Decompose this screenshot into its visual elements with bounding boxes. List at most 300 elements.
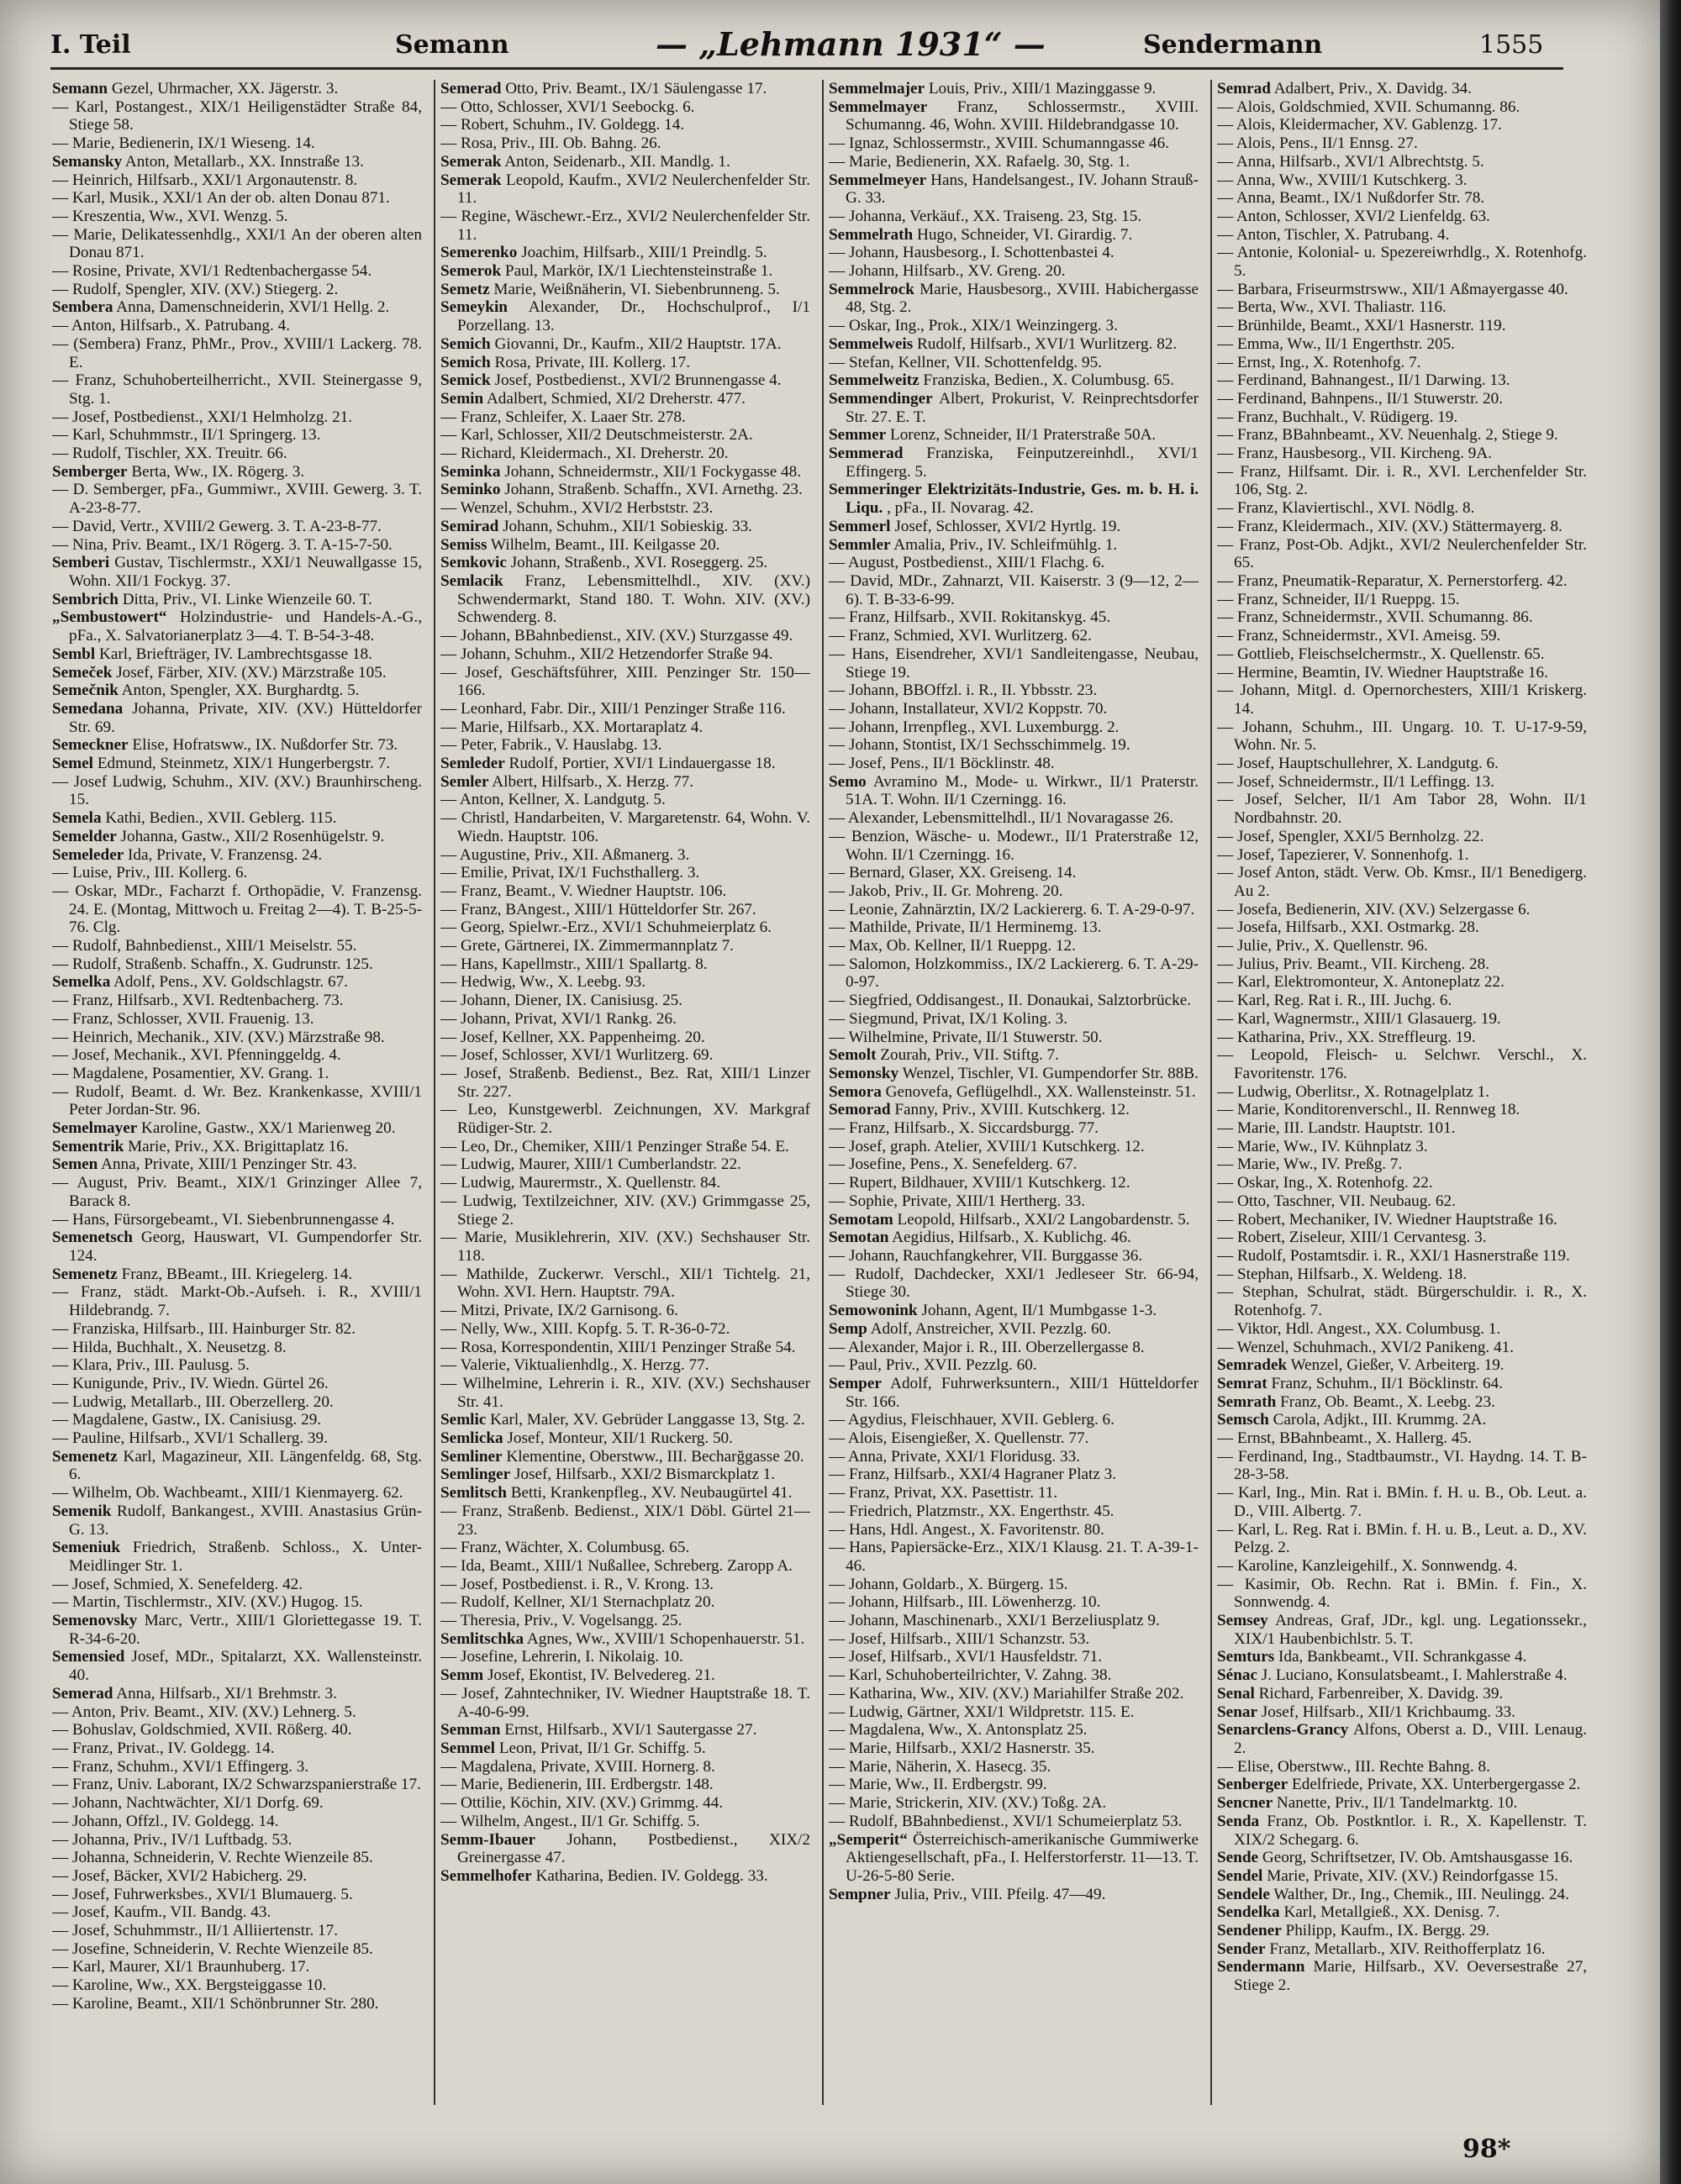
directory-entry (440, 134, 810, 153)
directory-entry (52, 371, 422, 408)
entry-surname: Semedana (52, 699, 124, 718)
header-part: I. Teil (50, 30, 131, 60)
entry-surname: Semmerad (829, 445, 904, 463)
entry-surname: Semmler (829, 535, 891, 554)
directory-entry (52, 463, 422, 482)
entry-surname: Semleder (440, 755, 505, 773)
directory-entry (52, 608, 422, 645)
directory-entry (829, 1029, 1199, 1047)
entry-surname: „Sembustowert“ (52, 608, 167, 627)
directory-entry (52, 426, 422, 445)
directory-entry (1217, 371, 1587, 390)
entry-surname: Semin (440, 389, 484, 408)
directory-entry (829, 518, 1199, 536)
entry-details: Anna, Hilfsarb., XI/1 Brehmstr. 3. (116, 1684, 337, 1702)
directory-entry (1217, 1083, 1587, 1102)
directory-entry (1217, 627, 1587, 645)
directory-entry (829, 901, 1199, 919)
entry-details: Franz, BBeamt., III. Kriegelerg. 14. (121, 1265, 353, 1283)
entry-details: Edmund, Steinmetz, XIX/1 Hungerbergstr. 7. (97, 755, 390, 773)
directory-entry (52, 1976, 422, 1995)
entry-details: Anna, Private, XIII/1 Penzinger Str. 43. (101, 1155, 357, 1174)
directory-entry (1217, 171, 1587, 190)
entry-surname: Semp (829, 1319, 867, 1338)
directory-entry (52, 1484, 422, 1502)
directory-entry (440, 992, 810, 1010)
entry-details: — Ferdinand, Bahnangest., II/1 Darwing. 13. (1217, 371, 1510, 390)
entry-details: — Robert, Schuhm., IV. Goldegg. 14. (440, 116, 685, 134)
directory-entry (1217, 937, 1587, 955)
directory-entry (440, 98, 810, 117)
directory-entry (440, 536, 810, 555)
entry-details: Kathi, Bedien., XVII. Geblerg. 115. (105, 809, 337, 828)
directory-entry (1217, 1211, 1587, 1229)
directory-entry (829, 1302, 1199, 1320)
entry-surname: Semlicka (440, 1429, 503, 1448)
directory-entry (440, 445, 810, 463)
entry-details: Adalbert, Schmied, XI/2 Dreherstr. 477. (486, 389, 746, 408)
directory-entry (1217, 281, 1587, 299)
directory-entry (1217, 1192, 1587, 1211)
entry-details: — Oskar, Ing., X. Rotenhofg. 22. (1217, 1174, 1433, 1192)
directory-entry (829, 828, 1199, 864)
entry-surname: Semm (440, 1666, 484, 1685)
directory-entry (1217, 1266, 1587, 1284)
entry-details: — Luise, Priv., III. Kollerg. 6. (52, 864, 248, 882)
entry-details: — Friedrich, Platzmstr., XX. Engerthstr. 45. (829, 1502, 1115, 1520)
directory-entry (829, 992, 1199, 1010)
directory-entry (52, 1339, 422, 1357)
directory-entry (440, 1174, 810, 1192)
entry-details: — Valerie, Viktualienhdlg., X. Herzg. 77. (440, 1356, 709, 1375)
directory-entry (829, 390, 1199, 426)
directory-entry (1217, 973, 1587, 992)
directory-entry (1217, 591, 1587, 609)
directory-entry (440, 371, 810, 390)
entry-details: Richard, Farbenreiber, X. Davidg. 39. (1258, 1684, 1504, 1702)
entry-details: — David, MDr., Zahnarzt, VII. Kaiserstr. 3 (9—12, 2—6). T. B-33-6-99. (829, 571, 1199, 608)
directory-entry (829, 700, 1199, 718)
directory-entry (440, 809, 810, 845)
entry-details: — Marie, Bedienerin, III. Erdbergstr. 148. (440, 1776, 714, 1794)
entry-details: — Johann, Mitgl. d. Opernorchesters, XIII/1 Kriskerg. 14. (1217, 682, 1587, 718)
entry-surname: Semiss (440, 535, 487, 554)
directory-entry (52, 1502, 422, 1539)
entry-details: — Josef, Hauptschullehrer, X. Landgutg. 6. (1217, 755, 1499, 773)
entry-surname: Senar (1217, 1702, 1257, 1721)
entry-surname: Semm-Ibauer (440, 1830, 535, 1849)
entry-details: Paul, Markör, IX/1 Liechtensteinstraße 1. (504, 262, 773, 281)
entry-details: — Josef, Schneidermstr., II/1 Leffingg. 13. (1217, 772, 1495, 791)
entry-details: — Alexander, Major i. R., III. Oberzellergasse 8. (829, 1338, 1145, 1356)
entry-surname: Semerak (440, 171, 502, 189)
directory-entry (52, 882, 422, 937)
entry-details: — Franz, Schmied, XVI. Wurlitzerg. 62. (829, 627, 1092, 645)
entry-details: Josef, Hilfsarb., XXI/2 Bismarckplatz 1. (514, 1466, 776, 1484)
entry-surname: Semmelmayer (829, 97, 928, 116)
entry-details: — Josef, Bäcker, XVI/2 Habicherg. 29. (52, 1866, 308, 1885)
entry-details: , pFa., II. Novarag. 42. (887, 499, 1034, 518)
entry-details: — Stephan, Hilfsarb., X. Weldeng. 18. (1217, 1265, 1468, 1283)
entry-details: — Leo, Kunstgewerbl. Zeichnungen, XV. Markgraf Rüdiger-Str. 2. (440, 1101, 810, 1138)
entry-details: — Sophie, Private, XIII/1 Hertherg. 33. (829, 1192, 1085, 1210)
directory-entry (829, 1758, 1199, 1776)
directory-entry (52, 1612, 422, 1648)
directory-entry (52, 1356, 422, 1375)
directory-entry (52, 955, 422, 974)
directory-entry (52, 281, 422, 299)
directory-entry (52, 1393, 422, 1412)
entry-details: Franziska, Bedien., X. Columbusg. 65. (923, 371, 1174, 390)
entry-surname: Semen (52, 1155, 98, 1174)
entry-surname: Semansky (52, 152, 123, 171)
entry-surname: Semrath (1217, 1392, 1277, 1411)
entry-details: Carola, Adjkt., III. Krummg. 2A. (1273, 1411, 1487, 1429)
entry-details: Louis, Priv., XIII/1 Mazinggasse 9. (928, 80, 1157, 97)
directory-entry (440, 627, 810, 645)
directory-entry (829, 335, 1199, 354)
directory-entry (52, 828, 422, 846)
directory-entry (1217, 846, 1587, 865)
entry-details: — Josef, Straßenb. Bedienst., Bez. Rat, XIII/1 Linzer Str. 227. (440, 1064, 810, 1101)
entry-details: Avramino M., Mode- u. Wirkwr., II/1 Praterstr. 51A. T. Wohn. II/1 Czerningg. 16. (846, 772, 1199, 809)
directory-columns (52, 80, 1590, 2105)
entry-details: — Hedwig, Ww., X. Leebg. 93. (440, 973, 646, 992)
entry-details: — Bohuslav, Goldschmied, XVII. Rößerg. 40. (52, 1721, 352, 1739)
entry-details: Franz, Ob. Postkntlor. i. R., X. Kapellenstr. T. XIX/2 Schegarg. 6. (1234, 1812, 1587, 1849)
directory-entry (440, 426, 810, 445)
entry-details: Rosa, Private, III. Kollerg. 17. (494, 353, 691, 371)
entry-details: Josef, Ekontist, IV. Belvedereg. 21. (487, 1666, 715, 1685)
entry-details: — Rosa, Priv., III. Ob. Bahng. 26. (440, 134, 661, 153)
entry-details: — Karl, L. Reg. Rat i. BMin. f. H. u. B., Leut. a. D., XV. Pelzg. 2. (1217, 1520, 1587, 1557)
entry-details: — Franz, Post-Ob. Adjkt., XVI/2 Neulerchenfelder Str. 65. (1217, 535, 1587, 572)
entry-details: Berta, Ww., IX. Rögerg. 3. (131, 462, 305, 481)
entry-details: — Rudolf, Dachdecker, XXI/1 Jedleseer Str. 66-94, Stiege 30. (829, 1265, 1199, 1302)
directory-entry (440, 846, 810, 865)
directory-entry (440, 1046, 810, 1065)
entry-details: Leopold, Hilfsarb., XXI/2 Langobardenstr. 5. (897, 1210, 1190, 1229)
entry-surname: Semann (52, 80, 108, 97)
entry-details: — Wilhelm, Angest., II/1 Gr. Schiffg. 5. (440, 1812, 700, 1830)
entry-surname: Semenik (52, 1502, 112, 1520)
entry-details: — Heinrich, Mechanik., XIV. (XV.) Märzstraße 98. (52, 1028, 385, 1046)
directory-entry (440, 1429, 810, 1448)
entry-details: — Johann, Goldarb., X. Bürgerg. 15. (829, 1575, 1068, 1593)
entry-surname: Senal (1217, 1684, 1255, 1702)
entry-details: — Franz, BBahnbeamt., XV. Neuenhalg. 2, Stiege 9. (1217, 426, 1558, 445)
entry-surname: Sempner (829, 1885, 891, 1903)
entry-details: Karl, Maler, XV. Gebrüder Langgasse 13, Stg. 2. (490, 1411, 805, 1429)
entry-details: Marie, Weißnäherin, VI. Siebenbrunneng. 5. (493, 280, 780, 298)
directory-entry (440, 1448, 810, 1466)
scan-edge (1660, 0, 1681, 2184)
entry-details: Walther, Dr., Ing., Chemik., III. Neulingg. 24. (1273, 1885, 1569, 1903)
directory-entry (829, 1484, 1199, 1502)
directory-entry (829, 1666, 1199, 1685)
directory-entry (1217, 1813, 1587, 1849)
entry-details: — Robert, Ziseleur, XIII/1 Cervantesg. 3. (1217, 1229, 1487, 1247)
entry-details: Anton, Metallarb., XX. Innstraße 13. (124, 152, 364, 171)
directory-entry (829, 773, 1199, 809)
directory-entry (1217, 1958, 1587, 1994)
directory-entry (440, 937, 810, 955)
directory-entry (829, 1466, 1199, 1484)
entry-details: — Hans, Kapellmstr., XIII/1 Spallartg. 8. (440, 955, 708, 973)
directory-entry (440, 1010, 810, 1029)
entry-details: — Marie, Bedienerin, IX/1 Wieseng. 14. (52, 134, 315, 153)
entry-surname: Semowonink (829, 1302, 918, 1320)
entry-surname: Semlitsch (440, 1484, 507, 1502)
entry-details: — Johann, Hausbesorg., I. Schottenbastei 4. (829, 244, 1115, 262)
entry-details: — Anna, Private, XXI/1 Floridusg. 33. (829, 1447, 1080, 1466)
directory-entry (829, 281, 1199, 317)
directory-entry (440, 116, 810, 134)
entry-details: — Josefa, Hilfsarb., XXI. Ostmarkg. 28. (1217, 918, 1479, 937)
entry-details: — Theresia, Priv., V. Vogelsangg. 25. (440, 1612, 682, 1630)
entry-details: Josef, Schlosser, XVI/2 Hyrtlg. 19. (894, 517, 1121, 535)
entry-details: — Ferdinand, Bahnpens., II/1 Stuwerstr. 20. (1217, 389, 1504, 408)
entry-surname: Semeykin (440, 298, 508, 317)
directory-entry (440, 572, 810, 627)
entry-surname: Sencner (1217, 1794, 1273, 1813)
entry-details: — Ferdinand, Ing., Stadtbaumstr., VI. Haydng. 14. T. B-28-3-58. (1217, 1447, 1587, 1484)
entry-surname: Semmelmajer (829, 80, 925, 97)
entry-surname: Semonsky (829, 1064, 899, 1082)
page-number: 1555 (1479, 30, 1544, 60)
entry-details: — Rudolf, Spengler, XIV. (XV.) Stiegerg. 2. (52, 280, 339, 298)
column-3 (829, 80, 1199, 2105)
entry-details: — Wenzel, Schuhm., XVI/2 Herbststr. 23. (440, 499, 714, 518)
column-1 (52, 80, 422, 2105)
entry-details: — Paul, Priv., XVII. Pezzlg. 60. (829, 1356, 1037, 1375)
entry-details: — Rudolf, Tischler, XX. Treuitr. 66. (52, 445, 287, 463)
directory-entry (52, 1922, 422, 1940)
directory-entry (440, 664, 810, 700)
entry-surname: Semmelmeyer (829, 171, 927, 189)
entry-details: — Alexander, Lebensmittelhdl., II/1 Novaragasse 26. (829, 809, 1174, 828)
directory-entry (52, 1831, 422, 1850)
directory-entry (1217, 189, 1587, 208)
directory-entry (1217, 1247, 1587, 1266)
directory-entry (52, 1375, 422, 1393)
entry-details: — Rosa, Korrespondentin, XIII/1 Penzinger Straße 54. (440, 1338, 796, 1356)
entry-details: — Emilie, Privat, IX/1 Fuchsthallerg. 3. (440, 864, 700, 882)
directory-entry (829, 1138, 1199, 1156)
header-title: — „Lehmann 1931“ — (656, 25, 1046, 63)
directory-entry (52, 1046, 422, 1065)
directory-entry (1217, 1940, 1587, 1959)
directory-entry (52, 1703, 422, 1722)
entry-details: — Wenzel, Schuhmach., XVI/2 Panikeng. 41. (1217, 1338, 1515, 1356)
directory-entry (1217, 828, 1587, 846)
directory-entry (829, 262, 1199, 281)
directory-entry (52, 846, 422, 865)
entry-details: — Otto, Schlosser, XVI/1 Seebockg. 6. (440, 97, 695, 116)
directory-entry (52, 736, 422, 755)
entry-details: Franz, Metallarb., XIV. Reithofferplatz 16. (1269, 1939, 1546, 1958)
entry-details: — Rudolf, Beamt. d. Wr. Bez. Krankenkasse, XVIII/1 Peter Jordan-Str. 96. (52, 1082, 422, 1119)
entry-details: Georg, Schriftsetzer, IV. Ob. Amtshausgasse 16. (1262, 1849, 1573, 1867)
directory-entry (52, 189, 422, 208)
directory-entry (440, 1266, 810, 1302)
column-divider (822, 80, 824, 2105)
entry-details: — Marie, Konditorenverschl., II. Rennweg 18. (1217, 1101, 1520, 1119)
entry-details: Georg, Hauswart, VI. Gumpendorfer Str. 124. (69, 1229, 422, 1265)
directory-entry (829, 918, 1199, 937)
directory-entry (440, 645, 810, 664)
entry-details: — Alois, Pens., II/1 Ennsg. 27. (1217, 134, 1418, 153)
header-last-entry: Sendermann (1143, 30, 1323, 60)
entry-details: — Otto, Taschner, VII. Neubaug. 62. (1217, 1192, 1456, 1210)
entry-surname: Semelmayer (52, 1119, 138, 1138)
directory-entry (52, 1229, 422, 1265)
entry-details: — Barbara, Friseurmstrsww., XII/1 Aßmayergasse 40. (1217, 280, 1568, 298)
directory-entry (829, 554, 1199, 572)
directory-entry (829, 244, 1199, 262)
entry-details: — Mathilde, Private, II/1 Herminemg. 13. (829, 918, 1102, 937)
entry-surname: „Semperit“ (829, 1830, 908, 1849)
directory-entry (829, 627, 1199, 645)
entry-details: — Marie, Ww., IV. Preßg. 7. (1217, 1155, 1403, 1174)
entry-details: Hans, Handelsangest., IV. Johann Strauß-G. 33. (846, 171, 1199, 208)
entry-details: — Leonhard, Fabr. Dir., XIII/1 Penzinger Straße 116. (440, 699, 786, 718)
entry-details: Johann, Postbedienst., XIX/2 Greinergasse 47. (457, 1830, 810, 1867)
directory-entry (52, 1119, 422, 1138)
directory-entry (829, 1886, 1199, 1904)
directory-entry (1217, 901, 1587, 919)
entry-details: Ida, Private, V. Franzensg. 24. (128, 845, 323, 864)
entry-details: — Ernst, BBahnbeamt., X. Hallerg. 45. (1217, 1429, 1472, 1448)
entry-details: Philipp, Kaufm., IX. Bergg. 29. (1285, 1922, 1490, 1940)
entry-details: — Franz, Schuhoberteilherricht., XVII. Steinergasse 9, Stg. 1. (52, 371, 422, 408)
entry-surname: Sénac (1217, 1666, 1257, 1685)
entry-details: — Rudolf, Bahnbedienst., XIII/1 Meiselstr. 55. (52, 937, 357, 955)
entry-details: — Franz, Wächter, X. Columbusg. 65. (440, 1539, 690, 1557)
directory-entry (829, 354, 1199, 372)
directory-entry (1217, 298, 1587, 317)
directory-entry (52, 591, 422, 609)
entry-surname: Semlitschka (440, 1629, 524, 1648)
entry-surname: Semsey (1217, 1612, 1268, 1630)
entry-details: — Rudolf, Postamtsdir. i. R., XXI/1 Hasnerstraße 119. (1217, 1247, 1570, 1265)
directory-entry (1217, 98, 1587, 117)
directory-entry (440, 1302, 810, 1320)
entry-details: — Johann, Stontist, IX/1 Sechsschimmelg. 19. (829, 736, 1130, 755)
directory-entry (1217, 244, 1587, 280)
entry-details: Franziska, Feinputzereinhdl., XVI/1 Effingerg. 5. (846, 445, 1199, 481)
directory-entry (52, 1083, 422, 1119)
entry-details: — Marie, Näherin, X. Hasecg. 35. (829, 1757, 1051, 1776)
entry-details: — Josef Ludwig, Schuhm., XIV. (XV.) Braunhirscheng. 15. (52, 772, 422, 809)
directory-entry (829, 1211, 1199, 1229)
directory-entry (440, 463, 810, 482)
entry-details: — Johann, Nachtwächter, XI/1 Dorfg. 69. (52, 1794, 324, 1813)
directory-entry (52, 755, 422, 773)
entry-details: — Franz, Klaviertischl., XVI. Nödlg. 8. (1217, 499, 1475, 518)
entry-details: — Elise, Oberstww., III. Rechte Bahng. 8. (1217, 1757, 1490, 1776)
directory-entry (829, 445, 1199, 481)
entry-details: — Wilhelm, Ob. Wachbeamt., XIII/1 Kienmayerg. 62. (52, 1484, 403, 1502)
directory-entry (1217, 354, 1587, 372)
entry-details: Johanna, Gastw., XII/2 Rosenhügelstr. 9. (120, 827, 385, 845)
entry-details: Josef, Monteur, XII/1 Ruckerg. 50. (507, 1429, 733, 1448)
directory-entry (52, 1758, 422, 1776)
directory-entry (440, 1776, 810, 1794)
directory-entry (829, 645, 1199, 682)
directory-entry (1217, 1138, 1587, 1156)
entry-details: — Anton, Schlosser, XVI/2 Lienfeldg. 63. (1217, 207, 1490, 225)
entry-details: — Peter, Fabrik., V. Hauslabg. 13. (440, 736, 662, 755)
directory-entry (1217, 1411, 1587, 1429)
directory-entry (829, 1101, 1199, 1119)
entry-surname: Semora (829, 1082, 882, 1101)
directory-entry (52, 335, 422, 371)
entry-details: Franz, Schlossermstr., XVIII. Schumanng. 46, Wohn. XVIII. Hildebrandgasse 10. (846, 97, 1199, 134)
entry-details: — Karoline, Ww., XX. Bergsteiggasse 10. (52, 1976, 327, 1995)
entry-details: — Robert, Mechaniker, IV. Wiedner Hauptstraße 16. (1217, 1210, 1557, 1229)
entry-details: — Magdalene, Gastw., IX. Canisiusg. 29. (52, 1411, 322, 1429)
directory-entry (829, 1411, 1199, 1429)
directory-entry (829, 1721, 1199, 1739)
directory-entry (829, 1813, 1199, 1831)
directory-entry (52, 80, 422, 98)
directory-entry (829, 1630, 1199, 1649)
directory-entry (1217, 463, 1587, 499)
entry-surname: Seminko (440, 481, 501, 499)
directory-entry (1217, 1776, 1587, 1794)
entry-details: — Karl, Schuhmmstr., II/1 Springerg. 13. (52, 426, 321, 445)
entry-details: Josef, Postbedienst., XVI/2 Brunnengasse 4. (494, 371, 782, 390)
directory-entry (1217, 390, 1587, 408)
entry-surname: Semlacik (440, 571, 503, 590)
entry-details: — Anton, Priv. Beamt., XIV. (XV.) Lehnerg. 5. (52, 1702, 356, 1721)
directory-entry (440, 244, 810, 262)
entry-surname: Semmelrath (829, 225, 914, 244)
directory-entry (829, 80, 1199, 98)
entry-details: — Franz, Hilfsarb., XXI/4 Hagraner Platz 3. (829, 1466, 1117, 1484)
entry-details: — Christl, Handarbeiten, V. Margaretenstr. 64, Wohn. V. Wiedn. Hauptstr. 106. (440, 809, 810, 845)
entry-details: — Johann, Irrenpfleg., XVI. Luxemburgg. 2. (829, 718, 1120, 736)
entry-details: Edelfriede, Private, XX. Unterbergergasse 2. (1292, 1776, 1581, 1794)
entry-details: — Anna, Hilfsarb., XVI/1 Albrechtstg. 5. (1217, 152, 1484, 171)
directory-entry (52, 1813, 422, 1831)
entry-surname: Semberger (52, 462, 128, 481)
entry-details: — Josef Anton, städt. Verw. Ob. Kmsr., II/1 Benedigerg. Au 2. (1217, 864, 1587, 900)
entry-surname: Semeniuk (52, 1539, 121, 1557)
directory-entry (52, 1576, 422, 1594)
entry-details: — Wilhelmine, Lehrerin i. R., XIV. (XV.) Sechshauser Str. 41. (440, 1374, 810, 1411)
entry-surname: Semper (829, 1374, 882, 1392)
entry-surname: Semrad (1217, 80, 1271, 97)
directory-entry (829, 317, 1199, 335)
entry-surname: Semmer (829, 426, 887, 445)
directory-entry (440, 773, 810, 792)
directory-entry (440, 354, 810, 372)
entry-details: — Ida, Beamt., XIII/1 Nußallee, Schreberg. Zaropp A. (440, 1556, 793, 1575)
directory-entry (440, 1029, 810, 1047)
entry-details: Wenzel, Gießer, V. Arbeiterg. 19. (1290, 1356, 1504, 1375)
directory-entry (52, 1685, 422, 1703)
entry-details: J. Luciano, Konsulatsbeamt., I. Mahlerstraße 4. (1261, 1666, 1568, 1685)
directory-entry (1217, 1758, 1587, 1776)
directory-entry (829, 1685, 1199, 1703)
directory-entry (440, 718, 810, 737)
entry-details: — Emma, Ww., II/1 Engerthstr. 205. (1217, 334, 1455, 353)
entry-details: — Grete, Gärtnerei, IX. Zimmermannplatz 7. (440, 937, 734, 955)
entry-surname: Semmerl (829, 517, 891, 535)
entry-details: Albert, Prokurist, V. Reinprechtsdorfer Str. 27. E. T. (846, 389, 1199, 426)
